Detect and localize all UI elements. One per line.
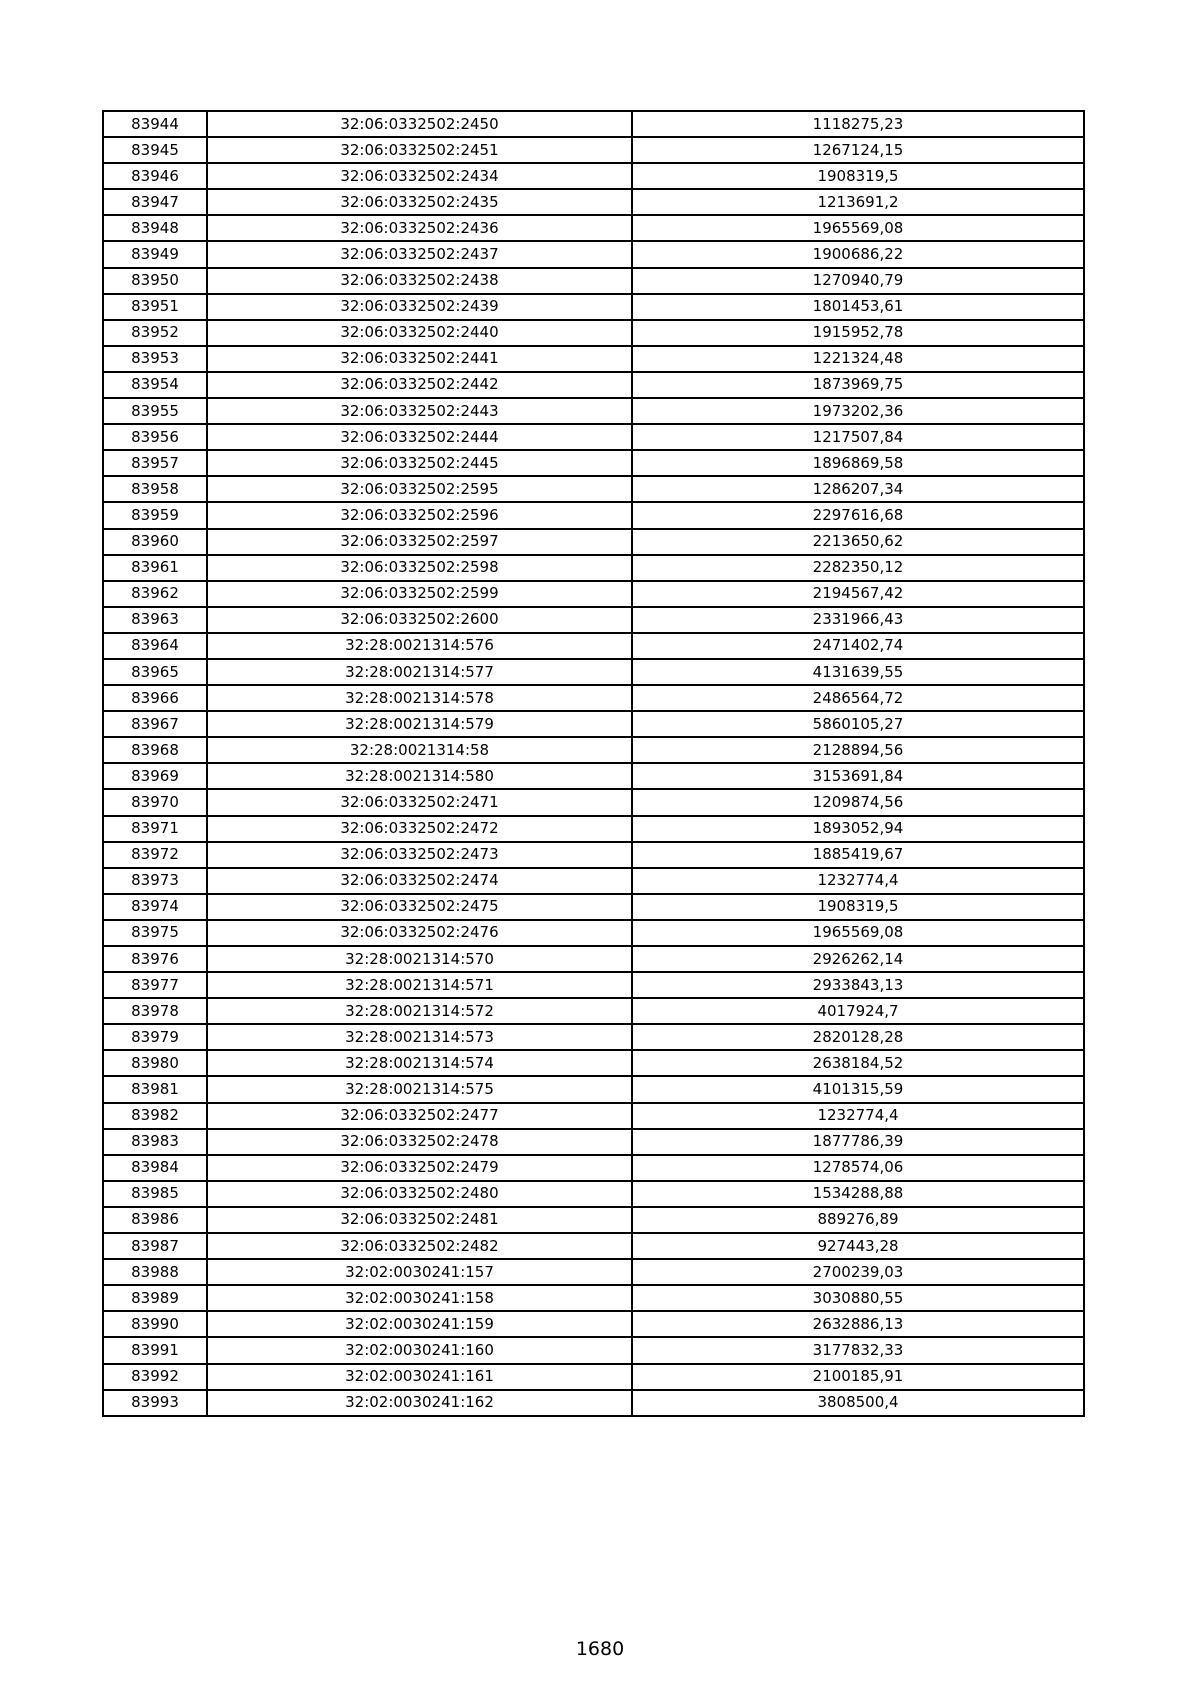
value-cell: 2926262,14: [632, 946, 1084, 972]
value-cell: 2820128,28: [632, 1024, 1084, 1050]
cadastral-number-cell: 32:06:0332502:2445: [207, 450, 632, 476]
value-cell: 1893052,94: [632, 816, 1084, 842]
value-cell: 2100185,91: [632, 1364, 1084, 1390]
table-row: [103, 189, 1084, 215]
row-number-cell: 83953: [103, 346, 207, 372]
table-row: [103, 163, 1084, 189]
row-number-cell: 83956: [103, 424, 207, 450]
value-cell: 1900686,22: [632, 241, 1084, 267]
value-cell: 1286207,34: [632, 476, 1084, 502]
row-number-cell: 83974: [103, 894, 207, 920]
row-number-cell: 83969: [103, 763, 207, 789]
value-cell: 1278574,06: [632, 1155, 1084, 1181]
row-number-cell: 83982: [103, 1103, 207, 1129]
cadastral-number-cell: 32:06:0332502:2479: [207, 1155, 632, 1181]
table-row: [103, 998, 1084, 1024]
value-cell: 1908319,5: [632, 894, 1084, 920]
row-number-cell: 83947: [103, 189, 207, 215]
row-number-cell: 83967: [103, 711, 207, 737]
value-cell: 1270940,79: [632, 268, 1084, 294]
row-number-cell: 83990: [103, 1311, 207, 1337]
cadastral-number-cell: 32:06:0332502:2438: [207, 268, 632, 294]
value-cell: 2638184,52: [632, 1050, 1084, 1076]
row-number-cell: 83980: [103, 1050, 207, 1076]
cadastral-number-cell: 32:28:0021314:572: [207, 998, 632, 1024]
table-row: [103, 1103, 1084, 1129]
table-row: [103, 633, 1084, 659]
page-number: 1680: [575, 1638, 625, 1660]
row-number-cell: 83957: [103, 450, 207, 476]
data-table: [102, 110, 1085, 1417]
value-cell: 2486564,72: [632, 685, 1084, 711]
value-cell: 1217507,84: [632, 424, 1084, 450]
cadastral-number-cell: 32:06:0332502:2435: [207, 189, 632, 215]
value-cell: 1973202,36: [632, 398, 1084, 424]
cadastral-number-cell: 32:02:0030241:158: [207, 1285, 632, 1311]
cadastral-number-cell: 32:28:0021314:570: [207, 946, 632, 972]
cadastral-number-cell: 32:06:0332502:2600: [207, 607, 632, 633]
value-cell: 927443,28: [632, 1233, 1084, 1259]
cadastral-number-cell: 32:28:0021314:577: [207, 659, 632, 685]
table-body: [103, 111, 1084, 1416]
row-number-cell: 83985: [103, 1181, 207, 1207]
row-number-cell: 83977: [103, 972, 207, 998]
table-row: [103, 1390, 1084, 1416]
cadastral-number-cell: 32:06:0332502:2434: [207, 163, 632, 189]
row-number-cell: 83968: [103, 737, 207, 763]
row-number-cell: 83948: [103, 215, 207, 241]
cadastral-number-cell: 32:06:0332502:2442: [207, 372, 632, 398]
table-row: [103, 711, 1084, 737]
table-row: [103, 398, 1084, 424]
value-cell: 1896869,58: [632, 450, 1084, 476]
value-cell: 2213650,62: [632, 529, 1084, 555]
cadastral-number-cell: 32:28:0021314:571: [207, 972, 632, 998]
cadastral-number-cell: 32:06:0332502:2471: [207, 789, 632, 815]
row-number-cell: 83946: [103, 163, 207, 189]
table-row: [103, 320, 1084, 346]
cadastral-number-cell: 32:06:0332502:2597: [207, 529, 632, 555]
table-row: [103, 737, 1084, 763]
cadastral-number-cell: 32:06:0332502:2481: [207, 1207, 632, 1233]
table-row: [103, 555, 1084, 581]
value-cell: 1534288,88: [632, 1181, 1084, 1207]
table-row: [103, 1285, 1084, 1311]
value-cell: 4017924,7: [632, 998, 1084, 1024]
cadastral-number-cell: 32:02:0030241:159: [207, 1311, 632, 1337]
cadastral-number-cell: 32:06:0332502:2444: [207, 424, 632, 450]
cadastral-number-cell: 32:06:0332502:2474: [207, 868, 632, 894]
value-cell: 3177832,33: [632, 1337, 1084, 1363]
row-number-cell: 83971: [103, 816, 207, 842]
value-cell: 2471402,74: [632, 633, 1084, 659]
row-number-cell: 83993: [103, 1390, 207, 1416]
value-cell: 3808500,4: [632, 1390, 1084, 1416]
cadastral-number-cell: 32:06:0332502:2440: [207, 320, 632, 346]
value-cell: 2297616,68: [632, 502, 1084, 528]
row-number-cell: 83962: [103, 581, 207, 607]
table-row: [103, 789, 1084, 815]
table-row: [103, 842, 1084, 868]
row-number-cell: 83966: [103, 685, 207, 711]
cadastral-number-cell: 32:28:0021314:575: [207, 1076, 632, 1102]
cadastral-number-cell: 32:28:0021314:576: [207, 633, 632, 659]
table-row: [103, 137, 1084, 163]
table-row: [103, 1259, 1084, 1285]
table-row: [103, 450, 1084, 476]
value-cell: 1118275,23: [632, 111, 1084, 137]
row-number-cell: 83992: [103, 1364, 207, 1390]
table-row: [103, 920, 1084, 946]
value-cell: 1209874,56: [632, 789, 1084, 815]
row-number-cell: 83959: [103, 502, 207, 528]
cadastral-number-cell: 32:02:0030241:162: [207, 1390, 632, 1416]
cadastral-number-cell: 32:06:0332502:2599: [207, 581, 632, 607]
table-row: [103, 346, 1084, 372]
value-cell: 5860105,27: [632, 711, 1084, 737]
row-number-cell: 83988: [103, 1259, 207, 1285]
table-row: [103, 1129, 1084, 1155]
cadastral-number-cell: 32:06:0332502:2477: [207, 1103, 632, 1129]
table-row: [103, 1050, 1084, 1076]
value-cell: 1885419,67: [632, 842, 1084, 868]
value-cell: 3030880,55: [632, 1285, 1084, 1311]
table-row: [103, 816, 1084, 842]
table-row: [103, 581, 1084, 607]
value-cell: 2128894,56: [632, 737, 1084, 763]
row-number-cell: 83981: [103, 1076, 207, 1102]
table-row: [103, 529, 1084, 555]
value-cell: 1877786,39: [632, 1129, 1084, 1155]
value-cell: 1908319,5: [632, 163, 1084, 189]
row-number-cell: 83976: [103, 946, 207, 972]
value-cell: 1915952,78: [632, 320, 1084, 346]
table-row: [103, 1364, 1084, 1390]
value-cell: 1267124,15: [632, 137, 1084, 163]
cadastral-number-cell: 32:06:0332502:2482: [207, 1233, 632, 1259]
cadastral-number-cell: 32:06:0332502:2451: [207, 137, 632, 163]
row-number-cell: 83958: [103, 476, 207, 502]
value-cell: 1232774,4: [632, 868, 1084, 894]
row-number-cell: 83961: [103, 555, 207, 581]
value-cell: 2632886,13: [632, 1311, 1084, 1337]
cadastral-number-cell: 32:06:0332502:2480: [207, 1181, 632, 1207]
row-number-cell: 83960: [103, 529, 207, 555]
cadastral-number-cell: 32:06:0332502:2596: [207, 502, 632, 528]
table-row: [103, 894, 1084, 920]
row-number-cell: 83954: [103, 372, 207, 398]
table-row: [103, 868, 1084, 894]
value-cell: 3153691,84: [632, 763, 1084, 789]
cadastral-number-cell: 32:28:0021314:58: [207, 737, 632, 763]
cadastral-number-cell: 32:06:0332502:2476: [207, 920, 632, 946]
row-number-cell: 83983: [103, 1129, 207, 1155]
value-cell: 2282350,12: [632, 555, 1084, 581]
table-row: [103, 1233, 1084, 1259]
table-row: [103, 476, 1084, 502]
cadastral-number-cell: 32:28:0021314:573: [207, 1024, 632, 1050]
cadastral-number-cell: 32:06:0332502:2450: [207, 111, 632, 137]
table-row: [103, 372, 1084, 398]
cadastral-number-cell: 32:28:0021314:578: [207, 685, 632, 711]
row-number-cell: 83944: [103, 111, 207, 137]
cadastral-number-cell: 32:06:0332502:2473: [207, 842, 632, 868]
value-cell: 4101315,59: [632, 1076, 1084, 1102]
table-row: [103, 1076, 1084, 1102]
row-number-cell: 83952: [103, 320, 207, 346]
value-cell: 4131639,55: [632, 659, 1084, 685]
cadastral-number-cell: 32:06:0332502:2439: [207, 294, 632, 320]
cadastral-number-cell: 32:06:0332502:2598: [207, 555, 632, 581]
cadastral-number-cell: 32:02:0030241:161: [207, 1364, 632, 1390]
table-row: [103, 1181, 1084, 1207]
value-cell: 2700239,03: [632, 1259, 1084, 1285]
row-number-cell: 83955: [103, 398, 207, 424]
table-row: [103, 241, 1084, 267]
cadastral-number-cell: 32:02:0030241:157: [207, 1259, 632, 1285]
row-number-cell: 83951: [103, 294, 207, 320]
table-row: [103, 685, 1084, 711]
cadastral-number-cell: 32:28:0021314:574: [207, 1050, 632, 1076]
cadastral-number-cell: 32:06:0332502:2472: [207, 816, 632, 842]
cadastral-number-cell: 32:28:0021314:580: [207, 763, 632, 789]
row-number-cell: 83987: [103, 1233, 207, 1259]
value-cell: 1232774,4: [632, 1103, 1084, 1129]
row-number-cell: 83975: [103, 920, 207, 946]
value-cell: 1221324,48: [632, 346, 1084, 372]
table-row: [103, 424, 1084, 450]
cadastral-number-cell: 32:06:0332502:2475: [207, 894, 632, 920]
cadastral-number-cell: 32:06:0332502:2436: [207, 215, 632, 241]
value-cell: 889276,89: [632, 1207, 1084, 1233]
cadastral-number-cell: 32:06:0332502:2478: [207, 1129, 632, 1155]
value-cell: 1965569,08: [632, 920, 1084, 946]
row-number-cell: 83979: [103, 1024, 207, 1050]
table-row: [103, 946, 1084, 972]
cadastral-number-cell: 32:06:0332502:2443: [207, 398, 632, 424]
row-number-cell: 83950: [103, 268, 207, 294]
cadastral-number-cell: 32:02:0030241:160: [207, 1337, 632, 1363]
cadastral-number-cell: 32:06:0332502:2437: [207, 241, 632, 267]
table-row: [103, 1207, 1084, 1233]
cadastral-number-cell: 32:06:0332502:2441: [207, 346, 632, 372]
row-number-cell: 83986: [103, 1207, 207, 1233]
table-row: [103, 502, 1084, 528]
table-row: [103, 268, 1084, 294]
cadastral-number-cell: 32:06:0332502:2595: [207, 476, 632, 502]
row-number-cell: 83964: [103, 633, 207, 659]
table-row: [103, 111, 1084, 137]
table-row: [103, 763, 1084, 789]
table-row: [103, 294, 1084, 320]
table-row: [103, 1311, 1084, 1337]
table-row: [103, 607, 1084, 633]
row-number-cell: 83989: [103, 1285, 207, 1311]
table-row: [103, 1155, 1084, 1181]
table-row: [103, 659, 1084, 685]
row-number-cell: 83991: [103, 1337, 207, 1363]
value-cell: 1873969,75: [632, 372, 1084, 398]
row-number-cell: 83963: [103, 607, 207, 633]
value-cell: 2194567,42: [632, 581, 1084, 607]
table-row: [103, 215, 1084, 241]
value-cell: 1801453,61: [632, 294, 1084, 320]
row-number-cell: 83972: [103, 842, 207, 868]
row-number-cell: 83973: [103, 868, 207, 894]
row-number-cell: 83965: [103, 659, 207, 685]
row-number-cell: 83949: [103, 241, 207, 267]
row-number-cell: 83978: [103, 998, 207, 1024]
row-number-cell: 83970: [103, 789, 207, 815]
row-number-cell: 83945: [103, 137, 207, 163]
table-row: [103, 972, 1084, 998]
value-cell: 1965569,08: [632, 215, 1084, 241]
row-number-cell: 83984: [103, 1155, 207, 1181]
table-row: [103, 1024, 1084, 1050]
value-cell: 2933843,13: [632, 972, 1084, 998]
table-row: [103, 1337, 1084, 1363]
value-cell: 1213691,2: [632, 189, 1084, 215]
cadastral-number-cell: 32:28:0021314:579: [207, 711, 632, 737]
value-cell: 2331966,43: [632, 607, 1084, 633]
